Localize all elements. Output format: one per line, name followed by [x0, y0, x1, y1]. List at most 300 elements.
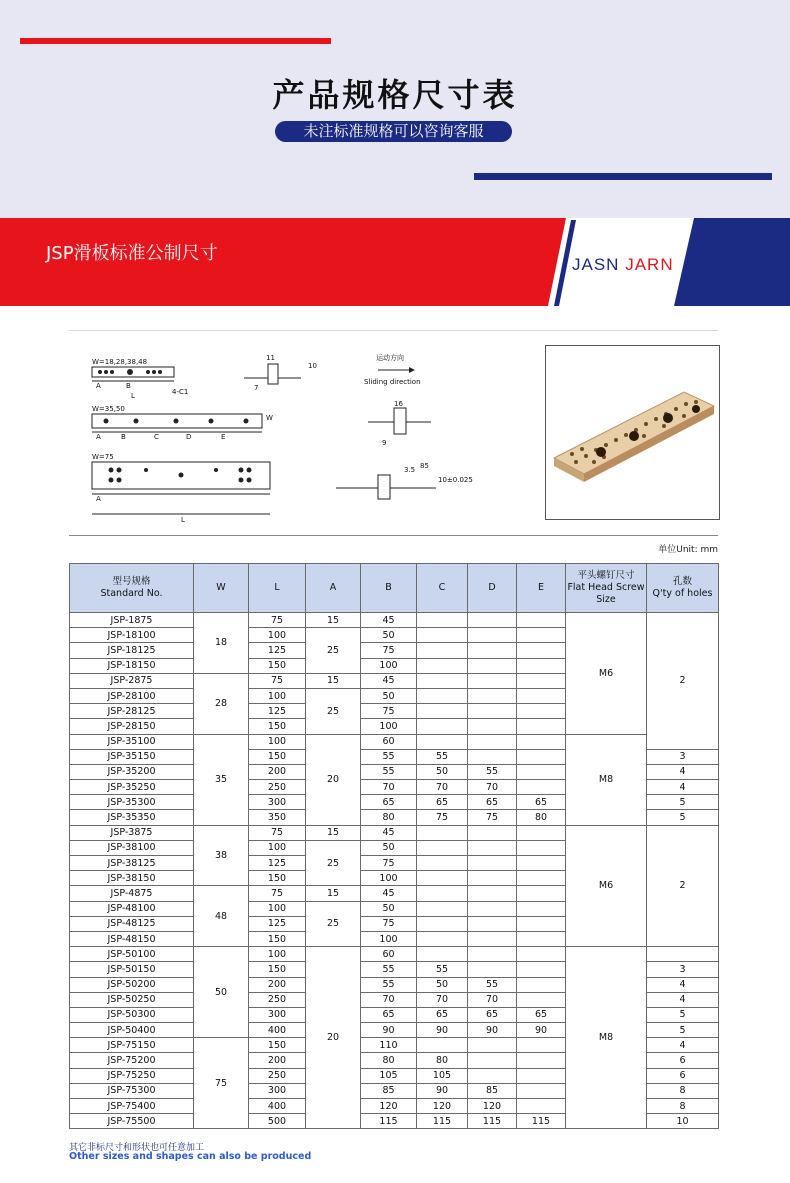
dim-letter-e: E: [221, 433, 226, 441]
cell-model: JSP-48150: [70, 931, 194, 946]
cell-b: 85: [361, 1083, 417, 1098]
cell-b: 115: [361, 1114, 417, 1129]
cell-b: 45: [361, 886, 417, 901]
dim-letter-l-3: L: [181, 516, 185, 524]
cell-holes: 8: [647, 1083, 719, 1098]
section-banner: [0, 218, 790, 306]
banner-label: JSP滑板标准公制尺寸: [46, 243, 218, 264]
cell-b: 45: [361, 613, 417, 628]
cell-c: 65: [417, 1007, 468, 1022]
cell-holes: 5: [647, 810, 719, 825]
cell-c: [417, 688, 468, 703]
cell-c: [417, 840, 468, 855]
red-accent-line: [20, 38, 331, 44]
cell-holes: 4: [647, 764, 719, 779]
cell-model: JSP-1875: [70, 613, 194, 628]
cell-w: 35: [194, 734, 249, 825]
cell-e: [517, 734, 566, 749]
cell-model: JSP-50100: [70, 947, 194, 962]
cell-model: JSP-35250: [70, 780, 194, 795]
cell-d: [468, 886, 517, 901]
cell-model: JSP-50150: [70, 962, 194, 977]
cell-b: 45: [361, 673, 417, 688]
cell-d: 115: [468, 1114, 517, 1129]
cell-l: 300: [249, 795, 306, 810]
cell-model: JSP-50250: [70, 992, 194, 1007]
cell-b: 55: [361, 962, 417, 977]
cell-c: 70: [417, 992, 468, 1007]
cell-c: 55: [417, 962, 468, 977]
cell-model: JSP-4875: [70, 886, 194, 901]
cell-d: 90: [468, 1023, 517, 1038]
cell-l: 400: [249, 1023, 306, 1038]
cell-model: JSP-35200: [70, 764, 194, 779]
cell-l: 150: [249, 719, 306, 734]
cell-e: 80: [517, 810, 566, 825]
cell-l: 100: [249, 734, 306, 749]
subtitle-badge: 未注标准规格可以咨询客服: [275, 121, 512, 142]
header-a: A: [306, 564, 361, 613]
header-standard-no: 型号规格 Standard No.: [70, 564, 194, 613]
cell-l: 250: [249, 992, 306, 1007]
cell-b: 55: [361, 749, 417, 764]
cell-e: [517, 871, 566, 886]
cell-w: 18: [194, 613, 249, 674]
cell-a: 20: [306, 734, 361, 825]
slide-plate-image: [546, 346, 719, 519]
cell-d: [468, 688, 517, 703]
cell-b: 50: [361, 688, 417, 703]
cell-model: JSP-75250: [70, 1068, 194, 1083]
cell-holes: 4: [647, 992, 719, 1007]
cell-model: JSP-38125: [70, 856, 194, 871]
cell-e: [517, 658, 566, 673]
cell-d: [468, 840, 517, 855]
cell-c: [417, 856, 468, 871]
dim-chamfer: 4-C1: [172, 388, 189, 396]
cell-d: [468, 749, 517, 764]
cell-l: 200: [249, 977, 306, 992]
table-row: [70, 947, 719, 962]
cell-l: 200: [249, 764, 306, 779]
cell-holes: 5: [647, 795, 719, 810]
cell-e: [517, 856, 566, 871]
cell-c: [417, 871, 468, 886]
technical-drawing: [86, 350, 526, 525]
cell-d: 65: [468, 1007, 517, 1022]
cell-model: JSP-2875: [70, 673, 194, 688]
cell-l: 75: [249, 673, 306, 688]
cell-b: 65: [361, 1007, 417, 1022]
cell-c: 115: [417, 1114, 468, 1129]
cell-b: 70: [361, 780, 417, 795]
table-row: [70, 734, 719, 749]
cell-d: [468, 931, 517, 946]
cell-l: 250: [249, 780, 306, 795]
unit-label: 单位Unit: mm: [658, 545, 718, 555]
cell-c: [417, 613, 468, 628]
cell-c: [417, 886, 468, 901]
cell-holes: 6: [647, 1068, 719, 1083]
cell-d: [468, 856, 517, 871]
cell-l: 75: [249, 825, 306, 840]
cell-l: 300: [249, 1083, 306, 1098]
dim-85: 85: [420, 462, 429, 470]
cell-holes: 5: [647, 1007, 719, 1022]
cell-l: 150: [249, 871, 306, 886]
cell-d: 75: [468, 810, 517, 825]
header-w: W: [194, 564, 249, 613]
cell-holes: 5: [647, 1023, 719, 1038]
cell-d: [468, 643, 517, 658]
cell-screw: M8: [566, 734, 647, 825]
cell-holes: 2: [647, 825, 719, 947]
cell-c: 50: [417, 764, 468, 779]
cell-d: [468, 704, 517, 719]
cell-d: 70: [468, 992, 517, 1007]
cell-l: 200: [249, 1053, 306, 1068]
header-l: L: [249, 564, 306, 613]
cell-model: JSP-35100: [70, 734, 194, 749]
cell-l: 250: [249, 1068, 306, 1083]
cell-model: JSP-75500: [70, 1114, 194, 1129]
cell-a: 15: [306, 825, 361, 840]
cell-b: 65: [361, 795, 417, 810]
dim-10: 10: [308, 362, 317, 370]
dim-letter-w: W: [266, 414, 273, 422]
cell-holes: 10: [647, 1114, 719, 1129]
cell-e: [517, 825, 566, 840]
width-label-2: W=35,50: [92, 405, 125, 413]
cell-e: [517, 901, 566, 916]
cell-c: [417, 947, 468, 962]
cell-c: [417, 704, 468, 719]
cell-d: 85: [468, 1083, 517, 1098]
cell-l: 75: [249, 886, 306, 901]
dim-16: 16: [394, 400, 403, 408]
cell-a: 25: [306, 628, 361, 674]
cell-e: [517, 1068, 566, 1083]
brand-part-1: JASN: [572, 255, 620, 274]
cell-b: 100: [361, 871, 417, 886]
cell-w: 50: [194, 947, 249, 1038]
cell-b: 55: [361, 764, 417, 779]
motion-en: Sliding direction: [364, 378, 421, 386]
cell-b: 60: [361, 734, 417, 749]
cell-d: [468, 916, 517, 931]
cell-model: JSP-18125: [70, 643, 194, 658]
brand-part-2: JARN: [625, 255, 674, 274]
cell-e: 115: [517, 1114, 566, 1129]
dim-11: 11: [266, 354, 275, 362]
cell-holes: 8: [647, 1099, 719, 1114]
cell-model: JSP-28125: [70, 704, 194, 719]
blue-accent-line: [474, 173, 772, 180]
dim-tolerance: 10±0.025: [438, 476, 473, 484]
cell-a: 25: [306, 901, 361, 947]
cell-c: 75: [417, 810, 468, 825]
cell-c: [417, 825, 468, 840]
dim-letter-b-2: B: [121, 433, 126, 441]
cell-c: [417, 719, 468, 734]
cell-c: [417, 734, 468, 749]
product-photo: [545, 345, 720, 520]
cell-l: 150: [249, 1038, 306, 1053]
cell-b: 120: [361, 1099, 417, 1114]
cell-d: [468, 734, 517, 749]
cell-model: JSP-48100: [70, 901, 194, 916]
cell-model: JSP-18150: [70, 658, 194, 673]
cell-w: 38: [194, 825, 249, 886]
width-label-1: W=18,28,38,48: [92, 358, 148, 366]
cell-model: JSP-35150: [70, 749, 194, 764]
cell-e: [517, 704, 566, 719]
cell-b: 75: [361, 704, 417, 719]
cell-e: [517, 643, 566, 658]
footer-note-cn: 其它非标尺寸和形状也可任意加工: [69, 1143, 205, 1153]
cell-holes: 3: [647, 749, 719, 764]
cell-d: 55: [468, 977, 517, 992]
cell-model: JSP-28100: [70, 688, 194, 703]
cell-d: [468, 673, 517, 688]
cell-e: [517, 628, 566, 643]
cell-c: [417, 916, 468, 931]
cell-l: 150: [249, 658, 306, 673]
cell-model: JSP-75400: [70, 1099, 194, 1114]
cell-l: 100: [249, 840, 306, 855]
cell-e: [517, 764, 566, 779]
cell-d: [468, 825, 517, 840]
cell-holes: 4: [647, 1038, 719, 1053]
cell-d: 55: [468, 764, 517, 779]
cell-model: JSP-3875: [70, 825, 194, 840]
header-c: C: [417, 564, 468, 613]
cell-holes: 4: [647, 780, 719, 795]
cell-d: [468, 1068, 517, 1083]
cell-e: [517, 1053, 566, 1068]
cell-e: [517, 886, 566, 901]
cell-l: 400: [249, 1099, 306, 1114]
cell-model: JSP-50400: [70, 1023, 194, 1038]
cell-w: 28: [194, 673, 249, 734]
cell-e: 65: [517, 1007, 566, 1022]
cell-a: 25: [306, 688, 361, 734]
cell-l: 125: [249, 704, 306, 719]
dim-letter-c: C: [154, 433, 159, 441]
cell-d: [468, 613, 517, 628]
cell-c: [417, 658, 468, 673]
cell-d: [468, 628, 517, 643]
divider-top: [69, 330, 718, 331]
cell-model: JSP-75200: [70, 1053, 194, 1068]
cell-w: 48: [194, 886, 249, 947]
cell-b: 45: [361, 825, 417, 840]
cell-d: [468, 871, 517, 886]
cell-e: [517, 688, 566, 703]
cell-c: 80: [417, 1053, 468, 1068]
cell-holes: 4: [647, 977, 719, 992]
cell-c: 90: [417, 1023, 468, 1038]
cell-e: [517, 613, 566, 628]
cell-e: [517, 1038, 566, 1053]
cell-b: 105: [361, 1068, 417, 1083]
cell-d: 70: [468, 780, 517, 795]
cell-holes: 6: [647, 1053, 719, 1068]
cell-e: [517, 1099, 566, 1114]
cell-b: 80: [361, 1053, 417, 1068]
cell-b: 50: [361, 901, 417, 916]
cell-c: 105: [417, 1068, 468, 1083]
cell-l: 75: [249, 613, 306, 628]
cell-b: 50: [361, 840, 417, 855]
footer-note-en: Other sizes and shapes can also be produced: [69, 1151, 312, 1162]
cell-model: JSP-38100: [70, 840, 194, 855]
cell-c: [417, 673, 468, 688]
cell-e: [517, 673, 566, 688]
cell-b: 80: [361, 810, 417, 825]
cell-c: [417, 901, 468, 916]
cell-model: JSP-48125: [70, 916, 194, 931]
cell-b: 110: [361, 1038, 417, 1053]
table-row: [70, 613, 719, 628]
cell-b: 70: [361, 992, 417, 1007]
cell-b: 50: [361, 628, 417, 643]
cell-b: 60: [361, 947, 417, 962]
table-header-row: [70, 564, 719, 613]
dim-letter-a: A: [96, 382, 101, 390]
cell-model: JSP-38150: [70, 871, 194, 886]
cell-e: [517, 962, 566, 977]
dim-letter-d: D: [186, 433, 192, 441]
cell-d: [468, 1053, 517, 1068]
cell-l: 125: [249, 643, 306, 658]
cell-model: JSP-35300: [70, 795, 194, 810]
cell-b: 75: [361, 916, 417, 931]
cell-holes: 2: [647, 613, 719, 750]
cell-l: 350: [249, 810, 306, 825]
dim-7: 7: [254, 384, 259, 392]
cell-l: 100: [249, 901, 306, 916]
cell-e: [517, 749, 566, 764]
dim-letter-a-3: A: [96, 495, 101, 503]
cell-d: 65: [468, 795, 517, 810]
header-screw-size: 平头螺钉尺寸 Flat Head Screw Size: [566, 564, 647, 613]
cell-model: JSP-75150: [70, 1038, 194, 1053]
cell-c: 90: [417, 1083, 468, 1098]
cell-c: [417, 628, 468, 643]
table-row: [70, 825, 719, 840]
cell-c: 65: [417, 795, 468, 810]
cell-w: 75: [194, 1038, 249, 1129]
cell-screw: M6: [566, 825, 647, 947]
cell-d: [468, 658, 517, 673]
header-d: D: [468, 564, 517, 613]
cell-a: 25: [306, 840, 361, 886]
cell-b: 100: [361, 719, 417, 734]
cell-model: JSP-28150: [70, 719, 194, 734]
brand-name: [572, 254, 674, 276]
cell-e: [517, 977, 566, 992]
dim-letter-l: L: [131, 392, 135, 400]
header-b: B: [361, 564, 417, 613]
cell-a: 15: [306, 886, 361, 901]
cell-l: 125: [249, 856, 306, 871]
motion-cn: 运动方向: [376, 354, 404, 362]
cell-c: 120: [417, 1099, 468, 1114]
cell-e: [517, 992, 566, 1007]
cell-b: 55: [361, 977, 417, 992]
cell-c: [417, 931, 468, 946]
cell-e: 90: [517, 1023, 566, 1038]
cell-l: 100: [249, 688, 306, 703]
cell-b: 100: [361, 931, 417, 946]
cell-e: [517, 931, 566, 946]
width-label-3: W=75: [92, 453, 114, 461]
header-section: [0, 0, 790, 218]
table-body: [70, 613, 719, 1129]
cell-b: 75: [361, 856, 417, 871]
page-title: 产品规格尺寸表: [272, 76, 518, 114]
cell-model: JSP-50300: [70, 1007, 194, 1022]
cell-holes: 3: [647, 962, 719, 977]
cell-l: 100: [249, 947, 306, 962]
dim-letter-a-2: A: [96, 433, 101, 441]
cell-e: [517, 916, 566, 931]
cell-a: 15: [306, 673, 361, 688]
cell-l: 125: [249, 916, 306, 931]
cell-b: 90: [361, 1023, 417, 1038]
cell-e: [517, 947, 566, 962]
cell-e: [517, 719, 566, 734]
cell-model: JSP-35350: [70, 810, 194, 825]
cell-holes: [647, 947, 719, 962]
header-holes: 孔数 Q'ty of holes: [647, 564, 719, 613]
cell-a: 20: [306, 947, 361, 1129]
cell-d: [468, 1038, 517, 1053]
cell-l: 300: [249, 1007, 306, 1022]
cell-b: 75: [361, 643, 417, 658]
spec-table: [69, 563, 719, 1129]
cell-model: JSP-50200: [70, 977, 194, 992]
cell-model: JSP-75300: [70, 1083, 194, 1098]
cell-d: [468, 962, 517, 977]
cell-model: JSP-18100: [70, 628, 194, 643]
cell-e: [517, 840, 566, 855]
cell-l: 150: [249, 749, 306, 764]
cell-c: [417, 643, 468, 658]
cell-c: 55: [417, 749, 468, 764]
dim-letter-b: B: [126, 382, 131, 390]
cell-d: 120: [468, 1099, 517, 1114]
cell-c: 70: [417, 780, 468, 795]
divider-bottom: [69, 535, 718, 536]
dim-35: 3.5: [404, 466, 416, 474]
dim-9: 9: [382, 439, 387, 447]
cell-d: [468, 719, 517, 734]
cell-c: [417, 1038, 468, 1053]
cell-d: [468, 947, 517, 962]
cell-l: 500: [249, 1114, 306, 1129]
cell-l: 150: [249, 931, 306, 946]
cell-l: 100: [249, 628, 306, 643]
cell-c: 50: [417, 977, 468, 992]
cell-d: [468, 901, 517, 916]
cell-e: 65: [517, 795, 566, 810]
cell-l: 150: [249, 962, 306, 977]
cell-e: [517, 780, 566, 795]
cell-e: [517, 1083, 566, 1098]
cell-b: 100: [361, 658, 417, 673]
